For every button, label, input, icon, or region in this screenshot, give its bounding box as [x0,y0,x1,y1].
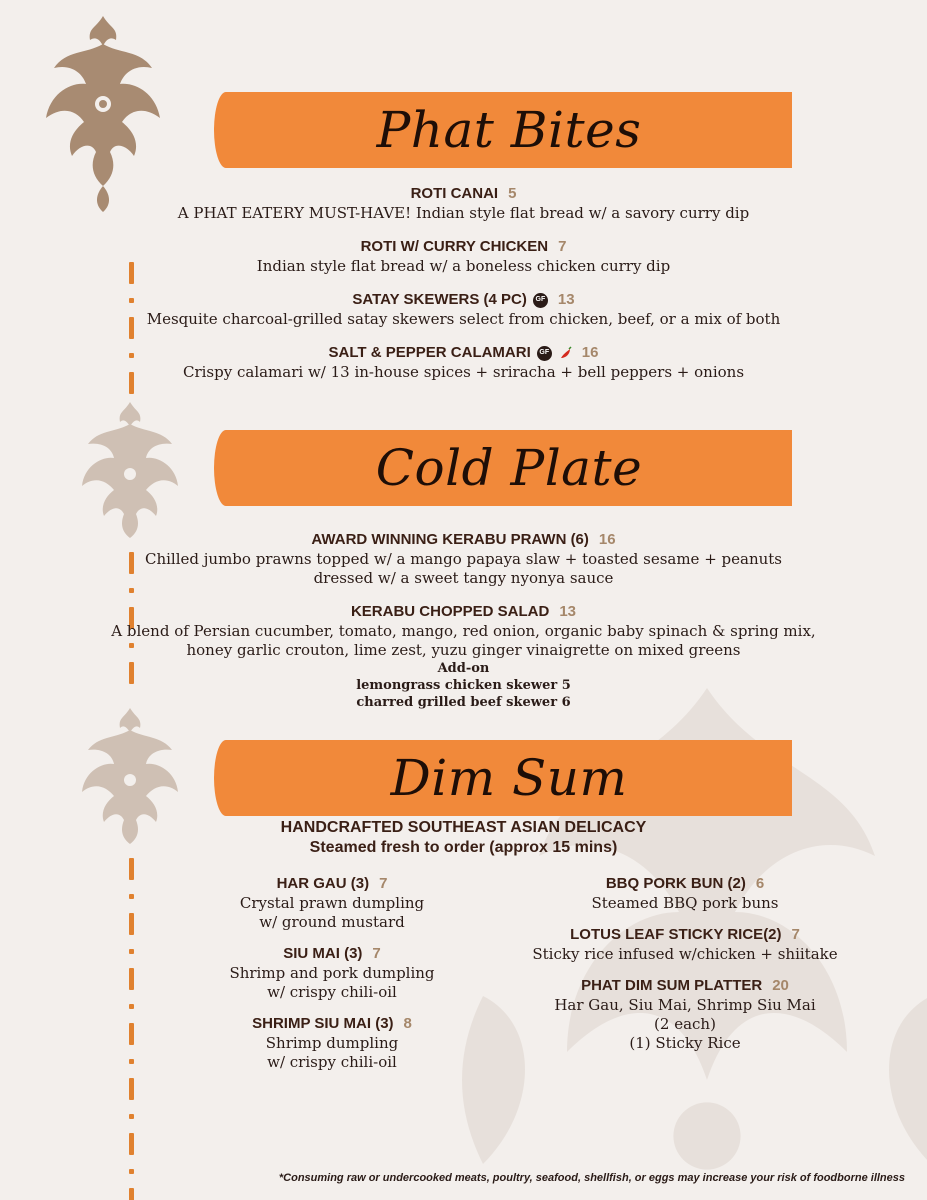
item-name: ROTI CANAI [410,185,499,202]
menu-item [520,976,850,1053]
section-title: Dim Sum [390,749,628,807]
menu-item [0,290,927,329]
menu-item [0,237,927,276]
dim-sum-tagline: HANDCRAFTED SOUTHEAST ASIAN DELICACY [280,819,647,836]
item-name: SIU MAI (3) [283,945,363,962]
item-price: 8 [403,1015,412,1032]
chili-pepper-icon [558,346,572,360]
dim-sum-note: Steamed fresh to order (approx 15 mins) [309,839,618,856]
item-name: SALT & PEPPER CALAMARI [328,344,531,361]
section-title: Cold Plate [375,439,643,497]
menu-item [0,343,927,382]
item-price: 13 [559,603,577,620]
item-description: (2 each) [654,1015,716,1033]
item-name: AWARD WINNING KERABU PRAWN (6) [311,531,589,548]
item-name: KERABU CHOPPED SALAD [350,603,550,620]
item-price: 13 [557,291,575,308]
menu-item [0,184,927,223]
menu-item [0,530,927,588]
dim-sum-left-column [182,874,482,1084]
item-price: 20 [772,977,789,994]
dim-sum-subtitle [0,818,927,858]
item-price: 6 [755,875,765,892]
item-price: 5 [508,185,517,202]
item-price: 7 [791,926,800,943]
item-description: A blend of Persian cucumber, tomato, mango, red onion, organic baby spinach & spring mix, [111,622,816,640]
item-description: Shrimp dumpling [265,1034,399,1052]
item-description: A PHAT EATERY MUST-HAVE! Indian style flat bread w/ a savory curry dip [177,204,750,222]
section-banner-cold-plate [226,430,792,506]
item-description: dressed w/ a sweet tangy nyonya sauce [313,569,614,587]
item-name: ROTI W/ CURRY CHICKEN [360,238,549,255]
menu-item [182,1014,482,1072]
gluten-free-icon: GF [533,293,548,308]
cold-plate-items [0,530,927,725]
item-price: 7 [379,875,388,892]
item-description: Indian style flat bread w/ a boneless chicken curry dip [256,257,671,275]
item-name: BBQ PORK BUN (2) [605,875,746,892]
item-description: Crystal prawn dumpling [239,894,425,912]
menu-item [182,944,482,1002]
item-price: 16 [581,344,599,361]
item-description: Mesquite charcoal-grilled satay skewers select from chicken, beef, or a mix of both [146,310,781,328]
addon-item: lemongrass chicken skewer 5 [356,678,571,693]
health-disclaimer: *Consuming raw or undercooked meats, poultry, seafood, shellfish, or eggs may increase your risk of foodborne illness [278,1172,905,1184]
item-name: SHRIMP SIU MAI (3) [252,1015,394,1032]
item-description: Har Gau, Siu Mai, Shrimp Siu Mai [554,996,816,1014]
decorative-dashed-divider [128,858,134,1200]
item-description: Crispy calamari w/ 13 in-house spices + sriracha + bell peppers + onions [182,363,745,381]
menu-item [182,874,482,932]
item-description: Steamed BBQ pork buns [591,894,779,912]
section-banner-dim-sum [226,740,792,816]
item-price: 7 [372,945,381,962]
item-description: Chilled jumbo prawns topped w/ a mango papaya slaw + toasted sesame + peanuts [144,550,783,568]
damask-ornament-icon [78,400,182,540]
item-name: HAR GAU (3) [276,875,370,892]
item-name: LOTUS LEAF STICKY RICE(2) [570,926,782,943]
dim-sum-right-column [520,874,850,1065]
item-price: 16 [598,531,616,548]
item-name: SATAY SKEWERS (4 PC) [352,291,527,308]
item-description: honey garlic crouton, lime zest, yuzu ginger vinaigrette on mixed greens [186,641,741,659]
menu-item [520,925,850,964]
item-description: w/ crispy chili-oil [267,1053,397,1071]
menu-item [0,602,927,711]
item-description: w/ ground mustard [259,913,405,931]
item-description: (1) Sticky Rice [629,1034,741,1052]
item-description: w/ crispy chili-oil [267,983,397,1001]
item-description: Sticky rice infused w/chicken + shiitake [532,945,838,963]
section-title: Phat Bites [376,101,642,159]
addon-label: Add-on [437,661,490,676]
addon-item: charred grilled beef skewer 6 [356,695,571,710]
phat-bites-items [0,184,927,396]
item-description: Shrimp and pork dumpling [229,964,435,982]
section-banner-phat-bites [226,92,792,168]
gluten-free-icon: GF [537,346,552,361]
item-price: 7 [558,238,567,255]
item-name: PHAT DIM SUM PLATTER [581,977,763,994]
menu-item [520,874,850,913]
